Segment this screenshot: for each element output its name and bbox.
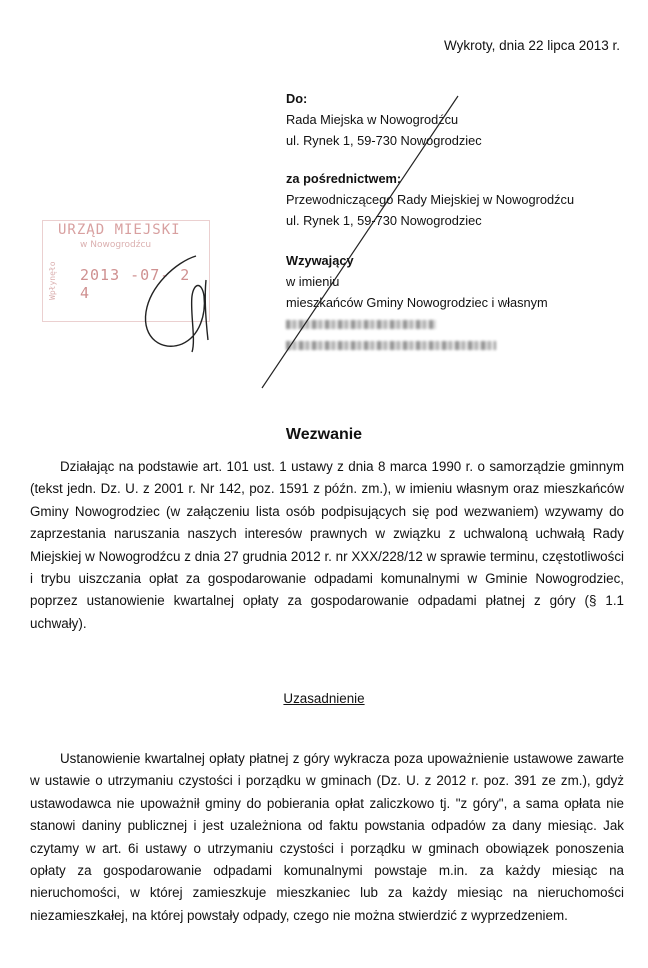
intermediary-label: za pośrednictwem: [286, 171, 402, 186]
caller-label: Wzywający [286, 253, 354, 268]
recipient-block [286, 88, 482, 151]
recipient-label: Do: [286, 91, 308, 106]
caller-block [286, 250, 548, 355]
intermediary-line2: ul. Rynek 1, 59-730 Nowogrodziec [286, 213, 482, 228]
caller-line2: mieszkańców Gminy Nowogrodziec i własnym [286, 295, 548, 310]
stamp-office-city: w Nowogrodźcu [80, 240, 152, 250]
redacted-address [286, 341, 496, 350]
stamp-side-label: Wpłynęło [48, 261, 57, 300]
redacted-name [286, 320, 436, 329]
caller-line1: w imieniu [286, 274, 340, 289]
recipient-line1: Rada Miejska w Nowogrodźcu [286, 112, 459, 127]
paragraph-summons: Działając na podstawie art. 101 ust. 1 ustawy z dnia 8 marca 1990 r. o samorządzie gminnym (tekst jedn. Dz. U. z 2001 r. Nr 142, poz. 1591 z późn. zm.), w imieniu własnym oraz mieszkańców Gminy Nowogrodziec (w załączeniu lista osób podpisujących się pod wezwaniem) wzywamy do zaprzestania naruszania naszych interesów prawnych w związku z uchwaloną uchwałą Rady Miejskiej w Nowogrodźcu z dnia 27 grudnia 2012 r. nr XXX/228/12 w sprawie terminu, częstotliwości i trybu uiszczania opłat za gospodarowanie odpadami komunalnymi w Gminie Nowogrodziec, poprzez ustanowienie kwartalnej opłaty za gospodarowanie odpadami płatnej z góry (§ 1.1 uchwały). [30, 459, 624, 631]
paragraph-justification: Ustanowienie kwartalnej opłaty płatnej z góry wykracza poza upoważnienie ustawowe zawarte w ustawie o utrzymaniu czystości i porządku w gminach (Dz. U. z 2012 r. poz. 391 ze zm.), gdyż ustawodawca nie upoważnił gminy do pobierania opłat zaliczkowo tj. "z góry", a sama opłata nie stanowi daniny publicznej i jest uzależniona od faktu powstania odpadów za dany miesiąc. Jak czytamy w art. 6i ustawy o utrzymaniu czystości i porządku w gminach obowiązek ponoszenia opłaty za gospodarowanie odpadami komunalnymi powstaje m.in. za każdy miesiąc na nieruchomości, w której zamieszkuje mieszkaniec lub za każdy miesiąc na nieruchomości niezamieszkałej, na której powstały odpady, czego nie można stwierdzić z wyprzedzeniem. [30, 751, 624, 923]
recipient-line2: ul. Rynek 1, 59-730 Nowogrodziec [286, 133, 482, 148]
date-line: Wykroty, dnia 22 lipca 2013 r. [444, 38, 620, 53]
section-heading-justification: Uzasadnienie [283, 691, 365, 706]
intermediary-line1: Przewodniczącego Rady Miejskiej w Nowogrodźcu [286, 192, 575, 207]
stamp-office-name: URZĄD MIEJSKI [58, 222, 181, 238]
stamp-date: 2013 -07- 2 4 [80, 266, 191, 302]
intermediary-block [286, 168, 574, 231]
document-title: Wezwanie [285, 426, 363, 443]
office-stamp [42, 220, 210, 322]
